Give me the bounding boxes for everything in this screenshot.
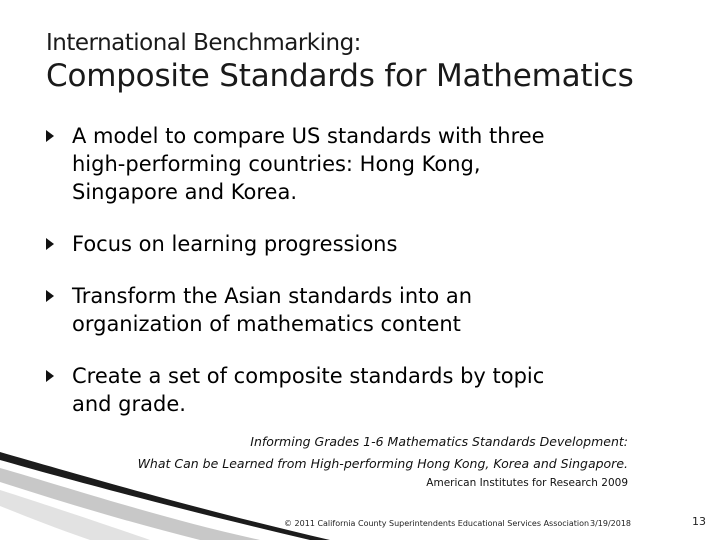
bullet-arrow-icon	[46, 130, 54, 142]
slide-kicker: International Benchmarking:	[46, 30, 361, 56]
footer-copyright: © 2011 California County Superintendents Educational Services Association	[284, 519, 590, 528]
citation-line-1: Informing Grades 1-6 Mathematics Standards Development:	[250, 434, 628, 449]
bullet-text: Transform the Asian standards into an organization of mathematics content	[72, 284, 473, 336]
decorative-swoosh	[0, 440, 330, 540]
bullet-text: Create a set of composite standards by topic and grade.	[72, 364, 545, 416]
citation-org: American Institutes for Research 2009	[426, 477, 628, 489]
footer-date: 3/19/2018	[590, 519, 632, 528]
citation-line-2: What Can be Learned from High-performing Hong Kong, Korea and Singapore.	[137, 456, 628, 471]
bullet-text: A model to compare US standards with three high-performing countries: Hong Kong, Singapore and Korea.	[72, 124, 545, 204]
bullet-text: Focus on learning progressions	[72, 232, 398, 256]
bullet-arrow-icon	[46, 290, 54, 302]
slide-title: Composite Standards for Mathematics	[46, 58, 634, 94]
page-number: 13	[692, 515, 706, 528]
bullet-arrow-icon	[46, 370, 54, 382]
bullet-arrow-icon	[46, 238, 54, 250]
